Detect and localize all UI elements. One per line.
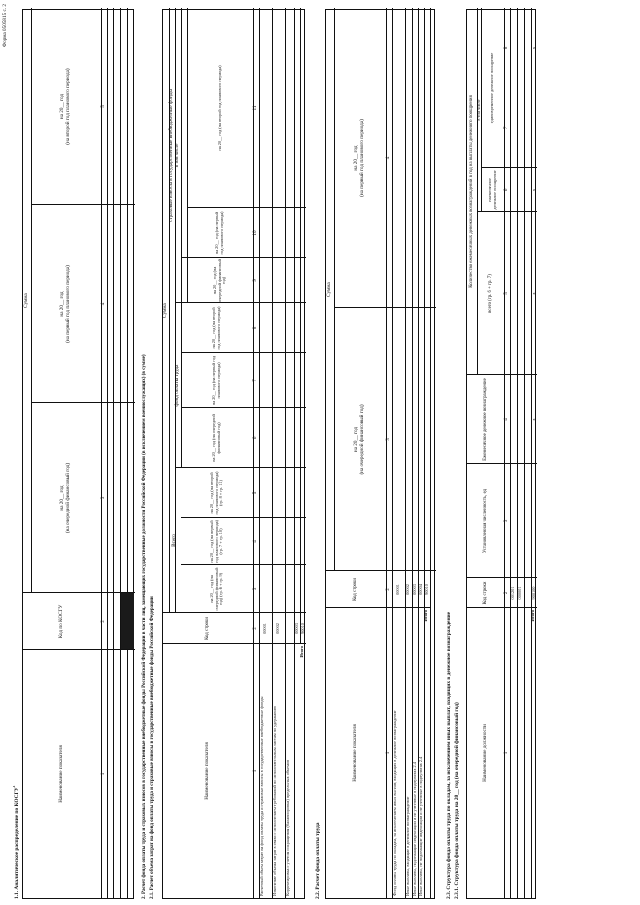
col-staff-header: Установленная численность, ед xyxy=(482,488,488,554)
x-mark: x xyxy=(530,46,536,50)
num: 3 xyxy=(503,519,510,523)
total-code: 90010 xyxy=(423,584,429,595)
num: 11 xyxy=(252,105,259,111)
num: 8 xyxy=(503,46,510,50)
x-mark: x xyxy=(530,292,536,295)
row-code: 001201 xyxy=(510,586,516,600)
num: 2 xyxy=(252,627,259,630)
total-code: 90010 xyxy=(299,623,305,634)
num: 1 xyxy=(503,751,510,755)
num-5: 5 xyxy=(100,105,107,108)
col-year1-header: на 20__ год (на очередной финансовый год) xyxy=(59,462,71,534)
num: 4 xyxy=(503,418,510,421)
col-ins-y3: на 20__ год (на второй год планового периода) xyxy=(216,65,222,151)
num-4: 4 xyxy=(100,302,107,306)
num: 3 xyxy=(252,587,259,591)
row-code: 00002 xyxy=(275,623,281,634)
col-code-header: Код строки xyxy=(353,578,359,601)
col-total-y1: на 20__ год (на очередной финансовый год) (гр. 6 + гр. 9) xyxy=(208,567,224,611)
total-label: Итого xyxy=(423,610,428,622)
table-2-3-1 xyxy=(466,9,536,899)
num: 4 xyxy=(385,156,392,160)
section-2-2-title: 2.2. Расчет фонда оплаты труда xyxy=(315,822,321,899)
col-q1-header: ежемесячное денежное поощрение xyxy=(486,170,497,210)
num: 4 xyxy=(252,540,259,543)
num: 2 xyxy=(503,591,510,595)
col-total-header: Всего xyxy=(171,534,178,547)
row-code: 00001 xyxy=(395,584,401,595)
row-name: Изменение объема затрат в связи с исполнением требований по исполнительным листам по удержанию xyxy=(272,706,277,896)
num: 7 xyxy=(252,379,259,382)
col-incl-header: в том числе xyxy=(475,99,481,121)
table-1-1 xyxy=(22,9,134,899)
num: 1 xyxy=(385,751,392,755)
col-monthly-header: Ежемесячное денежное вознаграждение xyxy=(482,378,488,461)
section-1-1-title: 1.1. Аналитическое распределение по КОСГУ$^1$ xyxy=(12,785,20,899)
col-ins-y2: на 20__ год (на первый год планового периода) xyxy=(214,211,224,255)
col-year1-header: на 20__ год (на очередной финансовый год) xyxy=(353,404,365,475)
col-year2-header: на 20__ год (на первый год планового периода) xyxy=(59,265,71,343)
shaded-cell xyxy=(121,593,134,649)
row-code: 00004 xyxy=(417,584,423,595)
col-name-header: Наименование должности xyxy=(481,724,488,782)
col-code-header: Код строки xyxy=(482,581,488,605)
section-2-title: 2. Расчет фонда оплаты труда и страховых взносов в государственные внебюджетные фонды Российской Федерации в части лиц, замещающих государственные должности Российской Федерации (в исключением военнослужащих) (в сумме) xyxy=(142,354,147,899)
col-name-header: Наименование показателя xyxy=(352,724,359,782)
num: 1 xyxy=(252,769,259,773)
total-code: 900100 xyxy=(530,586,536,600)
section-2-1-title: 2.1. Расчет объема затрат на фонд оплаты труда и страховые взносы в государственные внебюджетные фонды Российской Федерации xyxy=(150,596,155,899)
num: 3 xyxy=(385,438,392,441)
col-ins-y1: на 20__ год (на очередной финансовый год) xyxy=(211,259,227,302)
row-code: 00001 xyxy=(262,623,268,634)
row-code: 00003 xyxy=(293,623,299,634)
num: 6 xyxy=(252,436,259,440)
row-name: Расчетный объем затрат на фонд оплаты труда и страховые взносы в государственные внебюджетные фонды xyxy=(259,696,264,896)
x-mark: x xyxy=(530,418,536,421)
total-label: Итого xyxy=(530,610,535,622)
section-2-3-title: 2.3. Структура фонда оплаты труда по окладам, за исключением иных выплат, входящих в денежное вознаграждение xyxy=(446,611,452,899)
col-fot-y1: на 20__ год (на очередной финансовый год) xyxy=(211,414,221,462)
row-name: Иные выплаты, подлежащие индексации и не учтенные в подпунктах 2.4 xyxy=(412,762,417,896)
col-code-header: Код по КОСГУ xyxy=(58,604,65,639)
num-2: 2 xyxy=(100,620,107,623)
col-fot-y3: на 20__ год (на второй год планового периода) xyxy=(211,306,221,350)
table-2-1 xyxy=(162,9,305,899)
col-code-header: Код строки xyxy=(205,617,211,640)
num-1: 1 xyxy=(100,772,107,776)
total-label: Итого xyxy=(299,646,304,658)
col-sums-header: Сумма xyxy=(23,293,30,308)
row-name: Фонд оплаты труда по окладам, за исключением иных выплат, входящих в денежное вознаграждение xyxy=(392,710,397,896)
num: 6 xyxy=(503,188,510,192)
col-year2-header: на 20__ год (на первый год планового периода) xyxy=(353,119,365,197)
x-mark: x xyxy=(530,188,536,192)
col-ins-header: страховые взносы в государственные внебюджетные фонды xyxy=(168,89,175,222)
col-total-y3: на 20__ год (на второй год планового периода) (гр. 8 + гр. 11) xyxy=(208,471,224,515)
col-qty-header: Количество ежемесячных денежных вознаграждений в год на выплаты денежного поощрения xyxy=(469,95,475,288)
num: 8 xyxy=(252,326,259,330)
num: 9 xyxy=(252,279,259,282)
section-2-3-1-title: 2.3.1. Структура фонда оплаты труда на 20__ год (на очередной финансовый год) xyxy=(454,702,460,899)
row-code: 000001 xyxy=(517,586,523,600)
row-name: Корректировка с учетом сокращения (балансировки) предельных объемов xyxy=(285,760,290,896)
form-label: Форма 0505815 с. 2 xyxy=(2,4,8,47)
col-fot-header: фонд оплаты труда xyxy=(174,364,181,407)
col-sums-header: Сумма xyxy=(162,303,169,318)
row-name: Иные выплаты, не подлежащие индексации и не учтенные в подпунктах 2.4 xyxy=(418,756,423,896)
col-all-header: всего (гр. 6 + гр. 7) xyxy=(487,274,493,313)
col-fot-y2: на 20__ год (на первый год планового периода) xyxy=(211,355,221,406)
row-name: Иные выплаты, входящие в денежное вознаграждение xyxy=(405,796,410,896)
col-sums-header: Сумма xyxy=(326,282,333,297)
table-2-2 xyxy=(325,9,435,899)
col-incl-header: в том числе xyxy=(175,143,181,168)
num-3: 3 xyxy=(100,496,107,500)
num: 5 xyxy=(252,491,259,495)
col-total-y2: на 20__ год (на первый год планового периода) (гр. 7 + гр. 10) xyxy=(208,520,224,563)
col-q2-header: единовременное денежное поощрение xyxy=(489,52,495,124)
col-year3-header: на 20__ год (на второй год планового периода) xyxy=(59,68,71,145)
num: 7 xyxy=(503,126,510,130)
num: 10 xyxy=(252,230,259,236)
row-code: 00002 xyxy=(405,584,411,595)
num: 2 xyxy=(385,588,392,591)
num: 5 xyxy=(503,292,510,295)
row-code: 00003 xyxy=(411,584,417,595)
col-name-header: Наименование показателя xyxy=(204,742,211,800)
col-name-header: Наименование показателя xyxy=(58,745,65,803)
